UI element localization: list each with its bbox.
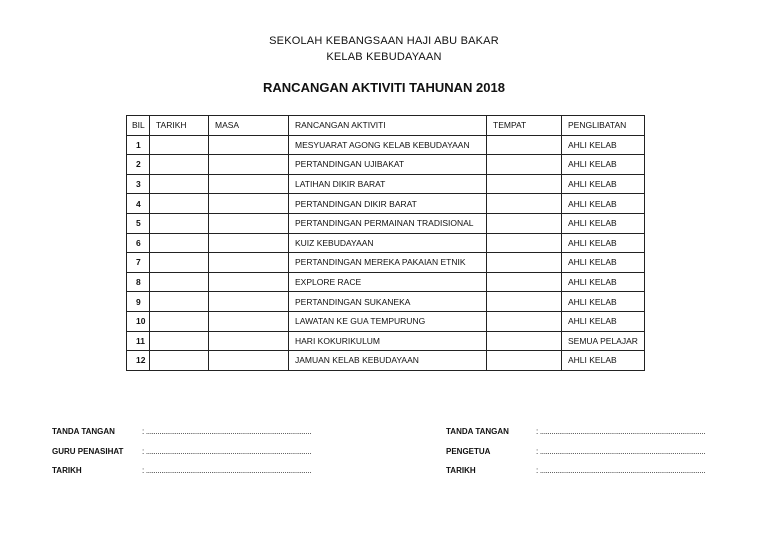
cell-tempat [487,253,562,273]
table-row [127,213,645,233]
school-name: SEKOLAH KEBANGSAAN HAJI ABU BAKAR [269,35,499,47]
cell-bil: 2 [127,155,150,175]
cell-penglibatan: SEMUA PELAJAR [562,331,645,351]
cell-bil: 8 [127,272,150,292]
table-row [127,194,645,214]
cell-bil: 11 [127,331,150,351]
cell-penglibatan: AHLI KELAB [562,194,645,214]
cell-bil: 6 [127,233,150,253]
table-row [127,253,645,273]
cell-aktiviti: EXPLORE RACE [289,272,487,292]
cell-aktiviti: JAMUAN KELAB KEBUDAYAAN [289,351,487,371]
cell-aktiviti: PERTANDINGAN SUKANEKA [289,292,487,312]
cell-tempat [487,233,562,253]
cell-penglibatan: AHLI KELAB [562,233,645,253]
signature-label: TANDA TANGAN [52,427,115,436]
signature-label: TARIKH [446,466,476,475]
table-row [127,311,645,331]
table-row [127,351,645,371]
signature-line-right [446,466,705,475]
cell-bil: 9 [127,292,150,312]
cell-aktiviti: PERTANDINGAN UJIBAKAT [289,155,487,175]
cell-aktiviti: LAWATAN KE GUA TEMPURUNG [289,311,487,331]
cell-aktiviti: HARI KOKURIKULUM [289,331,487,351]
cell-tempat [487,174,562,194]
signature-field: : ...................................................................................... [536,466,706,475]
cell-tarikh [150,292,209,312]
signature-field: : ...................................................................................... [536,447,706,456]
signature-label: PENGETUA [446,447,491,456]
cell-tempat [487,213,562,233]
cell-aktiviti: PERTANDINGAN DIKIR BARAT [289,194,487,214]
cell-tarikh [150,213,209,233]
cell-tarikh [150,174,209,194]
cell-penglibatan: AHLI KELAB [562,351,645,371]
cell-bil: 3 [127,174,150,194]
cell-tempat [487,155,562,175]
cell-masa [209,135,289,155]
club-name: KELAB KEBUDAYAAN [326,51,442,63]
cell-bil: 1 [127,135,150,155]
cell-tempat [487,272,562,292]
cell-masa [209,253,289,273]
cell-masa [209,174,289,194]
cell-tarikh [150,253,209,273]
cell-aktiviti: LATIHAN DIKIR BARAT [289,174,487,194]
cell-masa [209,331,289,351]
cell-penglibatan: AHLI KELAB [562,272,645,292]
table-row [127,174,645,194]
cell-aktiviti: MESYUARAT AGONG KELAB KEBUDAYAAN [289,135,487,155]
table-row [127,292,645,312]
column-header-penglibatan: PENGLIBATAN [562,116,645,136]
cell-tarikh [150,331,209,351]
cell-penglibatan: AHLI KELAB [562,135,645,155]
cell-masa [209,351,289,371]
cell-masa [209,292,289,312]
signature-field: : ...................................................................................... [142,427,312,436]
signature-field: : ...................................................................................... [142,447,312,456]
signature-field: : ...................................................................................... [142,466,312,475]
column-header-tarikh: TARIKH [150,116,209,136]
cell-bil: 7 [127,253,150,273]
cell-tempat [487,194,562,214]
cell-tempat [487,311,562,331]
cell-tarikh [150,272,209,292]
cell-masa [209,233,289,253]
cell-penglibatan: AHLI KELAB [562,253,645,273]
cell-bil: 5 [127,213,150,233]
cell-penglibatan: AHLI KELAB [562,155,645,175]
cell-aktiviti: KUIZ KEBUDAYAAN [289,233,487,253]
cell-tarikh [150,311,209,331]
cell-bil: 10 [127,311,150,331]
cell-bil: 12 [127,351,150,371]
cell-masa [209,213,289,233]
activity-plan-table [126,115,645,371]
signature-label: TANDA TANGAN [446,427,509,436]
table-row [127,233,645,253]
cell-tempat [487,135,562,155]
signature-line-right [446,427,705,436]
column-header-tempat: TEMPAT [487,116,562,136]
cell-tempat [487,331,562,351]
table-row [127,135,645,155]
cell-tarikh [150,194,209,214]
cell-aktiviti: PERTANDINGAN PERMAINAN TRADISIONAL [289,213,487,233]
signature-label: GURU PENASIHAT [52,447,124,456]
cell-tempat [487,292,562,312]
column-header-bil: BIL [127,116,150,136]
signature-label: TARIKH [52,466,82,475]
table-row [127,155,645,175]
document-title: RANCANGAN AKTIVITI TAHUNAN 2018 [263,80,505,95]
cell-tarikh [150,351,209,371]
cell-penglibatan: AHLI KELAB [562,174,645,194]
cell-aktiviti: PERTANDINGAN MEREKA PAKAIAN ETNIK [289,253,487,273]
column-header-masa: MASA [209,116,289,136]
cell-penglibatan: AHLI KELAB [562,213,645,233]
table-header-row [127,116,645,136]
signature-line-left [52,447,311,456]
cell-tarikh [150,233,209,253]
cell-penglibatan: AHLI KELAB [562,311,645,331]
column-header-aktiviti: RANCANGAN AKTIVITI [289,116,487,136]
cell-tempat [487,351,562,371]
cell-masa [209,311,289,331]
cell-penglibatan: AHLI KELAB [562,292,645,312]
cell-tarikh [150,135,209,155]
table-row [127,331,645,351]
table-row [127,272,645,292]
cell-tarikh [150,155,209,175]
cell-masa [209,194,289,214]
cell-masa [209,272,289,292]
signature-line-left [52,466,311,475]
cell-masa [209,155,289,175]
signature-field: : ...................................................................................... [536,427,706,436]
cell-bil: 4 [127,194,150,214]
signature-line-right [446,447,705,456]
signature-line-left [52,427,311,436]
